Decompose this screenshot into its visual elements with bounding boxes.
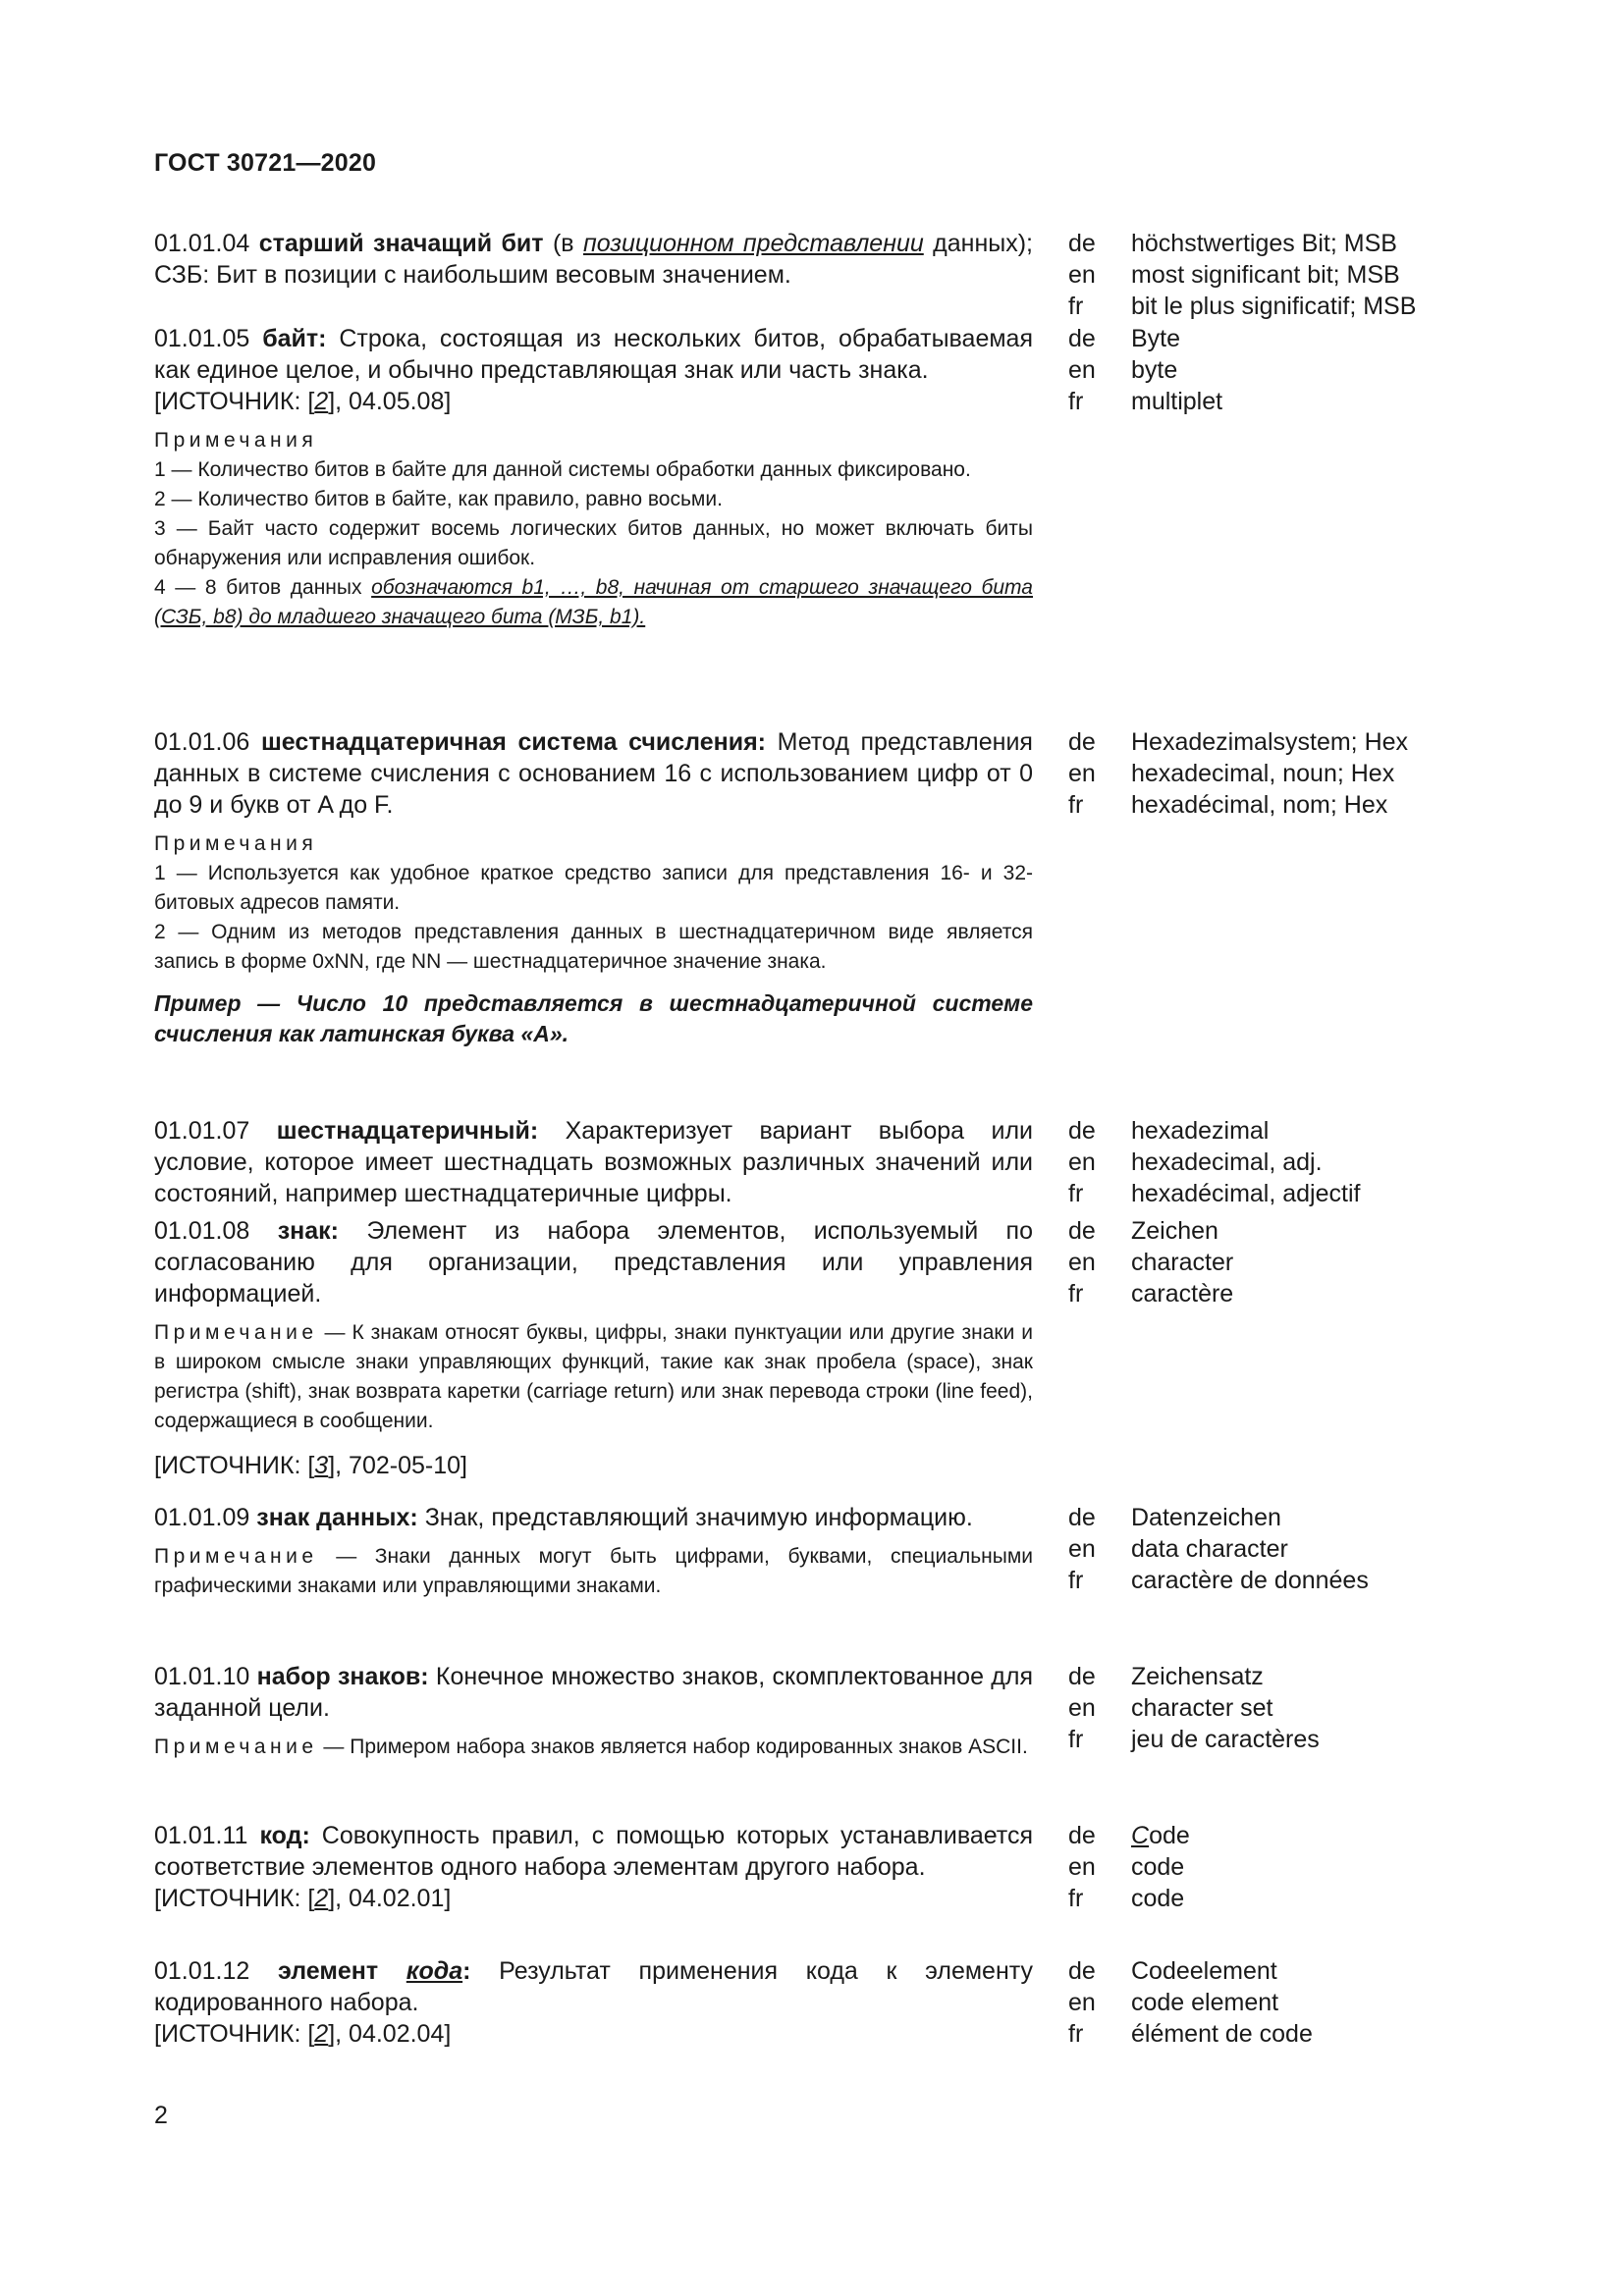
lang-code: de — [1068, 325, 1096, 352]
entry-number: 01.01.04 — [154, 230, 250, 257]
term-entry-01-01-10 — [154, 1661, 1033, 1762]
bibliography-link[interactable]: 2 — [314, 1885, 329, 1912]
note-item: 1 — Количество битов в байте для данной системы обработки данных фиксировано. — [154, 458, 971, 481]
foreign-term: caractère — [1131, 1280, 1234, 1308]
definition: Строка, состоящая из нескольких битов, обрабатываемая как единое целое, и обычно представляющая знак или часть знака. — [154, 325, 1033, 384]
foreign-term: code element — [1131, 1989, 1279, 2016]
foreign-term: Zeichensatz — [1131, 1663, 1264, 1690]
foreign-term: jeu de caractères — [1131, 1726, 1320, 1753]
source-code: 04.05.08 — [349, 388, 445, 415]
source-label: ИСТОЧНИК — [160, 1452, 295, 1479]
lang-code: en — [1068, 1853, 1096, 1881]
example: Пример — Число 10 представляется в шестнадцатеричной системе счисления как латинская буква «А». — [154, 990, 1033, 1046]
source-code: 04.02.01 — [349, 1885, 445, 1912]
equivalents-01-01-07 — [1068, 1115, 1360, 1209]
term: код: — [259, 1822, 310, 1849]
equivalents-01-01-08 — [1068, 1215, 1233, 1309]
foreign-term: hexadécimal, adjectif — [1131, 1180, 1361, 1207]
source-code: 04.02.04 — [349, 2020, 445, 2048]
lang-code: de — [1068, 1957, 1096, 1985]
definition: Конечное множество знаков, скомплектованное для заданной цели. — [154, 1663, 1034, 1722]
lang-code: en — [1068, 261, 1096, 289]
lang-code: de — [1068, 230, 1096, 257]
note-item: 2 — Одним из методов представления данных в шестнадцатеричном виде является запись в форме 0xNN, где NN — шестнадцатеричное значение знака. — [154, 921, 1033, 973]
lang-code: de — [1068, 1504, 1096, 1531]
source-label: ИСТОЧНИК — [160, 1885, 295, 1912]
lang-code: en — [1068, 1148, 1096, 1176]
foreign-term: höchstwertiges Bit; MSB — [1131, 230, 1397, 257]
definition-cont: данных); СЗБ: Бит в позиции с наибольшим весовым значением. — [154, 230, 1034, 289]
definition: Элемент из набора элементов, используемый по согласованию для организации, представления или управления информацией. — [154, 1217, 1033, 1308]
note-item: 4 — 8 битов данных — [154, 576, 372, 599]
equivalents-01-01-10 — [1068, 1661, 1320, 1755]
foreign-term-initial: C — [1131, 1822, 1150, 1849]
foreign-term: code — [1131, 1853, 1185, 1881]
term: шестнадцатеричная система счисления: — [260, 728, 766, 756]
term: знак данных: — [256, 1504, 418, 1531]
note-text: — Примером набора знаков является набор кодированных знаков ASCII. — [323, 1735, 1028, 1758]
term-entry-01-01-09 — [154, 1502, 1033, 1601]
bibliography-link[interactable]: 2 — [314, 388, 329, 415]
entry-number: 01.01.10 — [154, 1663, 250, 1690]
term-colon: : — [462, 1957, 471, 1985]
foreign-term: Byte — [1131, 325, 1181, 352]
entry-number: 01.01.11 — [154, 1822, 248, 1849]
page-number: 2 — [154, 2102, 168, 2129]
term-entry-01-01-04 — [154, 228, 1033, 291]
bibliography-link[interactable]: 2 — [314, 2020, 329, 2048]
note-item: 1 — Используется как удобное краткое средство записи для представления 16- и 32-битовых адресов памяти. — [154, 862, 1033, 914]
term: элемент — [278, 1957, 406, 1985]
term-entry-01-01-06 — [154, 726, 1033, 1049]
lang-code: en — [1068, 1989, 1096, 2016]
foreign-term: hexadécimal, nom; Hex — [1131, 791, 1388, 819]
foreign-term: Zeichen — [1131, 1217, 1218, 1245]
definition: Метод представления данных в системе счисления с основанием 16 с использованием цифр от 0 до 9 и букв от A до F. — [154, 728, 1033, 819]
note-heading: Примечание — [154, 1545, 318, 1568]
term-entry-01-01-07 — [154, 1115, 1033, 1209]
note-item: 2 — Количество битов в байте, как правило, равно восьми. — [154, 488, 723, 510]
notes-heading: Примечания — [154, 429, 318, 452]
foreign-term: hexadecimal, adj. — [1131, 1148, 1323, 1176]
lang-code: fr — [1068, 1280, 1084, 1308]
lang-code: fr — [1068, 1885, 1084, 1912]
foreign-term: élément de code — [1131, 2020, 1313, 2048]
term-entry-01-01-11: 01.01.11 код: Совокупность правил, с помощью которых устанавливается соответствие элементов одного набора элементам другого набора. [ИСТОЧНИК: [2], 04.02.01] — [154, 1822, 1034, 1912]
foreign-term: multiplet — [1131, 388, 1223, 415]
term: знак: — [277, 1217, 339, 1245]
definition: Результат применения кода к элементу кодированного набора. — [154, 1957, 1033, 2016]
cross-reference-link[interactable]: позиционном представлении — [582, 230, 924, 257]
lang-code: de — [1068, 1822, 1096, 1849]
notes-heading: Примечания — [154, 832, 318, 855]
definition: Знак, представляющий значимую информацию. — [424, 1504, 973, 1531]
entry-number: 01.01.05 — [154, 325, 250, 352]
definition: Совокупность правил, с помощью которых устанавливается соответствие элементов одного набора элементам другого набора. — [154, 1822, 1034, 1881]
lang-code: fr — [1068, 1567, 1084, 1594]
lang-code: en — [1068, 356, 1096, 384]
bibliography-link[interactable]: 3 — [314, 1452, 329, 1479]
entry-number: 01.01.07 — [154, 1117, 250, 1145]
note-item: 3 — Байт часто содержит восемь логических битов данных, но может включать биты обнаружения или исправления ошибок. — [154, 517, 1033, 569]
equivalents-01-01-12 — [1068, 1955, 1313, 2050]
entry-number: 01.01.06 — [154, 728, 250, 756]
lang-code: en — [1068, 1535, 1096, 1563]
lang-code: fr — [1068, 388, 1084, 415]
definition: Характеризует вариант выбора или условие, которое имеет шестнадцать возможных различных значений или состояний, например шестнадцатеричные цифры. — [154, 1117, 1033, 1207]
note-item-underlined: обозначаются b1, …, b8, начиная от старшего значащего бита (СЗБ, b8) до младшего значащего бита (МЗБ, b1). — [154, 576, 1033, 628]
entry-number: 01.01.08 — [154, 1217, 250, 1245]
foreign-term: byte — [1131, 356, 1178, 384]
note-heading: Примечание — [154, 1321, 318, 1344]
equivalents-01-01-06 — [1068, 726, 1408, 821]
term: старший значащий бит — [258, 230, 544, 257]
lang-code: fr — [1068, 1180, 1084, 1207]
foreign-term: most significant bit; MSB — [1131, 261, 1400, 289]
equivalents-01-01-04 — [1068, 228, 1416, 322]
foreign-term: data character — [1131, 1535, 1288, 1563]
source-label: ИСТОЧНИК — [160, 388, 295, 415]
entry-number: 01.01.12 — [154, 1957, 250, 1985]
lang-code: fr — [1068, 293, 1084, 320]
note-heading: Примечание — [154, 1735, 318, 1758]
equivalents-01-01-05 — [1068, 323, 1222, 417]
entry-number: 01.01.09 — [154, 1504, 250, 1531]
term-entry-01-01-05: 01.01.05 байт: Строка, состоящая из нескольких битов, обрабатываемая как единое целое, и обычно представляющая знак или часть знака. [ИСТОЧНИК: [2], 04.05.08] Примечания 1 — Количество битов в байте для данной системы обработки данных фиксировано. 2 — Количество битов в байте, как правило, равно восьми. 3 — Байт часто содержит восемь логических битов данных, но может включать биты обнаружения или исправления ошибок. 4 — 8 битов данных обозначаются b1, …, b8, начиная от старшего значащего бита (СЗБ, b8) до младшего значащего бита (МЗБ, b1). — [154, 325, 1033, 628]
foreign-term: Hexadezimalsystem; Hex — [1131, 728, 1409, 756]
definition: (в — [552, 230, 583, 257]
lang-code: fr — [1068, 1726, 1084, 1753]
term: набор знаков: — [256, 1663, 429, 1690]
term-cross-reference[interactable]: кода — [406, 1957, 463, 1985]
foreign-term: bit le plus significatif; MSB — [1131, 293, 1417, 320]
lang-code: de — [1068, 1117, 1096, 1145]
term: байт: — [262, 325, 327, 352]
lang-code: de — [1068, 728, 1096, 756]
term-entry-01-01-08: 01.01.08 знак: Элемент из набора элементов, используемый по согласованию для организации, представления или управления информацией. Примечание — К знакам относят буквы, цифры, знаки пунктуации или другие знаки и в широком смысле знаки управляющих функций, такие как знак пробела (space), знак регистра (shift), знак возврата каретки (carriage return) или знак перевода строки (line feed), содержащиеся в сообщении. [ИСТОЧНИК: [3], 702-05-10] — [154, 1217, 1033, 1479]
source-code: 702-05-10 — [349, 1452, 461, 1479]
foreign-term: character — [1131, 1249, 1234, 1276]
term-entry-01-01-12: 01.01.12 элемент кода: Результат применения кода к элементу кодированного набора. [ИСТОЧНИК: [2], 04.02.04] — [154, 1957, 1033, 2048]
foreign-term: hexadezimal — [1131, 1117, 1270, 1145]
lang-code: en — [1068, 760, 1096, 787]
lang-code: fr — [1068, 2020, 1084, 2048]
lang-code: en — [1068, 1249, 1096, 1276]
term: шестнадцатеричный: — [276, 1117, 539, 1145]
lang-code: de — [1068, 1663, 1096, 1690]
foreign-term: character set — [1131, 1694, 1273, 1722]
lang-code: fr — [1068, 791, 1084, 819]
lang-code: de — [1068, 1217, 1096, 1245]
foreign-term: caractère de données — [1131, 1567, 1369, 1594]
foreign-term: hexadecimal, noun; Hex — [1131, 760, 1395, 787]
equivalents-01-01-11 — [1068, 1820, 1190, 1914]
source-label: ИСТОЧНИК — [160, 2020, 295, 2048]
document-header: ГОСТ 30721—2020 — [154, 149, 377, 177]
foreign-term: Datenzeichen — [1131, 1504, 1281, 1531]
note-text: — К знакам относят буквы, цифры, знаки пунктуации или другие знаки и в широком смысле знаки управляющих функций, такие как знак пробела (space), знак регистра (shift), знак возврата каретки (carriage return) или знак перевода строки (line feed), содержащиеся в сообщении. — [154, 1321, 1033, 1432]
foreign-term: Codeelement — [1131, 1957, 1277, 1985]
equivalents-01-01-09 — [1068, 1502, 1369, 1596]
lang-code: en — [1068, 1694, 1096, 1722]
note-text: — Знаки данных могут быть цифрами, буквами, специальными графическими знаками или управляющими знаками. — [154, 1545, 1033, 1597]
foreign-term: ode — [1149, 1822, 1190, 1849]
foreign-term: code — [1131, 1885, 1185, 1912]
